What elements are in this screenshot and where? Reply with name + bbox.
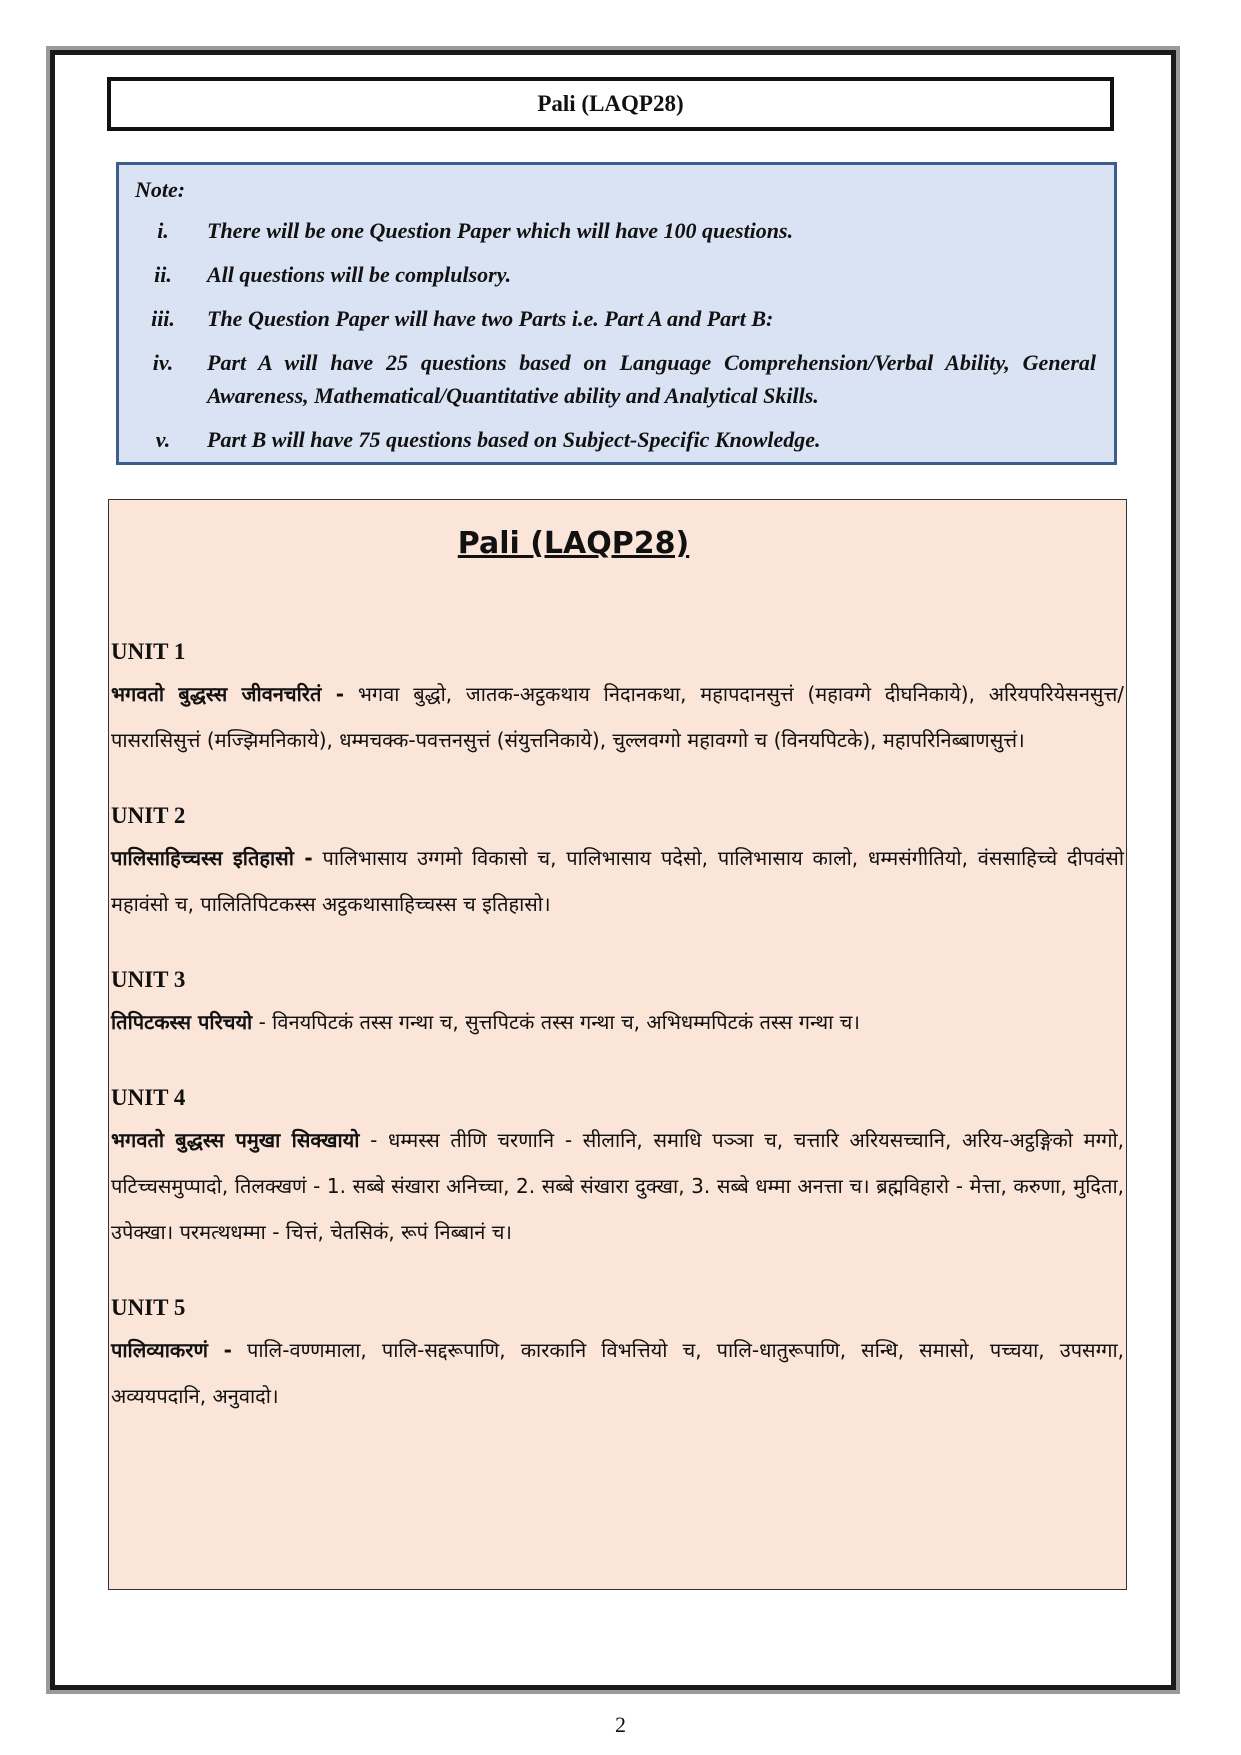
note-item-text: Part A will have 25 questions based on Language Comprehension/Verbal Ability, General Awareness, Mathematical/Quantitative ability and Analytical Skills.: [207, 350, 1096, 408]
page-title: [107, 77, 1114, 131]
unit-label: UNIT 2: [111, 803, 186, 828]
page-number: 2: [615, 1712, 626, 1737]
unit-label: UNIT 4: [111, 1085, 186, 1110]
note-item-number: i.: [157, 218, 169, 243]
unit-section: [111, 1289, 1126, 1419]
unit-label: UNIT 1: [111, 639, 186, 664]
unit-text: - धम्मस्स तीणि चरणानि - सीलानि, समाधि पञ्ञा च, चत्तारि अरियसच्चानि, अरिय-अट्ठङ्गिको मग्गो, पटिच्चसमुप्पादो, तिलक्खणं - 1. सब्बे संखारा अनिच्चा, 2. सब्बे संखारा दुक्खा, 3. सब्बे धम्मा अनत्ता च। ब्रह्मविहारो - मेत्ता, करुणा, मुदिता, उपेक्खा। परमत्थधम्मा - चित्तं, चेतसिकं, रूपं निब्बानं च।: [111, 1128, 1124, 1244]
note-item-text: There will be one Question Paper which will have 100 questions.: [207, 218, 794, 243]
note-item-text: All questions will be complulsory.: [207, 262, 512, 287]
unit-content: [111, 671, 1126, 763]
unit-section: [111, 961, 1126, 1045]
note-item-text: The Question Paper will have two Parts i.e. Part A and Part B:: [207, 306, 774, 331]
syllabus-title: Pali (LAQP28): [457, 526, 690, 561]
note-item: [135, 302, 1096, 335]
note-item: [135, 346, 1096, 412]
unit-text: भगवा बुद्धो, जातक-अट्ठकथाय निदानकथा, महापदानसुत्तं (महावग्गे दीघनिकाये), अरियपरियेसनसुत्त/पासरासिसुत्तं (मज्झिमनिकाये), धम्मचक्क-पवत्तनसुत्तं (संयुत्तनिकाये), चुल्लवग्गो महावग्गो च (विनयपिटके), महापरिनिब्बाणसुत्तं।: [111, 682, 1125, 752]
unit-topic: पालिव्याकरणं -: [111, 1338, 232, 1362]
note-item-number: v.: [155, 427, 171, 452]
unit-content: [111, 1117, 1126, 1255]
note-item-number: iii.: [151, 306, 175, 331]
unit-label: UNIT 5: [111, 1295, 186, 1320]
unit-text: पालि-वण्णमाला, पालि-सद्दरूपाणि, कारकानि विभत्तियो च, पालि-धातुरूपाणि, सन्धि, समासो, पच्चया, उपसग्गा, अव्ययपदानि, अनुवादो।: [111, 1338, 1124, 1408]
unit-content: [111, 1327, 1126, 1419]
unit-topic: पालिसाहिच्चस्स इतिहासो -: [111, 846, 313, 870]
note-item: [135, 258, 1096, 291]
unit-topic: भगवतो बुद्धस्स जीवनचरितं -: [111, 682, 345, 706]
unit-content: [111, 835, 1126, 927]
note-box: [116, 162, 1117, 465]
unit-text: पालिभासाय उग्गमो विकासो च, पालिभासाय पदेसो, पालिभासाय कालो, धम्मसंगीतियो, वंससाहिच्चे दीपवंसो महावंसो च, पालितिपिटकस्स अट्ठकथासाहिच्चस्स च इतिहासो।: [111, 846, 1124, 916]
syllabus-box: [108, 499, 1127, 1590]
unit-section: [111, 797, 1126, 927]
unit-text: - विनयपिटकं तस्स गन्था च, सुत्तपिटकं तस्स गन्था च, अभिधम्मपिटकं तस्स गन्था च।: [252, 1010, 860, 1034]
note-item: [135, 214, 1096, 247]
note-heading: Note:: [135, 177, 186, 202]
unit-topic: तिपिटकस्स परिचयो: [111, 1010, 253, 1034]
note-item: [135, 423, 1096, 456]
unit-label: UNIT 3: [111, 967, 186, 992]
note-item-number: iv.: [152, 350, 174, 375]
page-title-text: Pali (LAQP28): [537, 91, 684, 116]
unit-content: [111, 999, 1126, 1045]
note-item-text: Part B will have 75 questions based on Subject-Specific Knowledge.: [207, 427, 821, 452]
unit-topic: भगवतो बुद्धस्स पमुखा सिक्खायो: [111, 1128, 360, 1152]
unit-section: [111, 633, 1126, 763]
note-item-number: ii.: [154, 262, 172, 287]
unit-section: [111, 1079, 1126, 1255]
